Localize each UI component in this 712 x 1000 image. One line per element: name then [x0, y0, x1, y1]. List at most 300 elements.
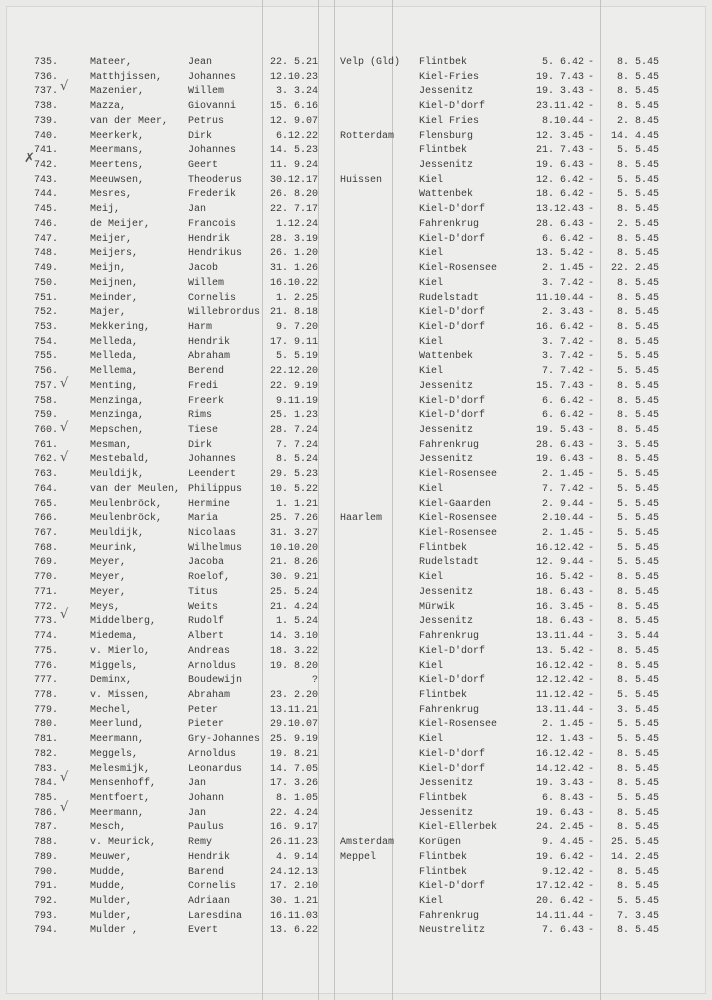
date-range-dash: -: [588, 439, 595, 451]
entry-number: 794.: [34, 925, 59, 937]
entry-number: 757.: [34, 380, 59, 392]
table-row: [0, 423, 712, 438]
date-range-dash: -: [588, 689, 595, 701]
table-row: [0, 806, 712, 821]
table-row: [0, 129, 712, 144]
table-row: [0, 379, 712, 394]
date-range-dash: -: [588, 557, 595, 569]
surname: Mulder ,: [90, 925, 139, 937]
date-to: 8. 5.45: [616, 822, 659, 834]
entry-number: 739.: [34, 115, 59, 127]
camp: Jessenitz: [419, 425, 474, 436]
entry-number: 762.: [34, 454, 59, 466]
first-name: Cornelis: [188, 292, 237, 304]
camp: Jessenitz: [419, 454, 474, 466]
entry-number: 789.: [34, 851, 59, 863]
date-from: 18. 6.43: [535, 586, 584, 598]
date-to: 14. 4.45: [610, 130, 659, 142]
date-from: 2. 1.45: [541, 719, 584, 731]
surname: Meys,: [90, 601, 121, 613]
date-from: 3. 7.42: [541, 277, 584, 289]
birth-date: 28. 3.19: [269, 233, 318, 245]
table-row: [0, 570, 712, 585]
camp: Flintbek: [419, 145, 468, 157]
table-row: [0, 835, 712, 850]
date-to: 7. 3.45: [616, 910, 659, 922]
birth-place: Meppel: [340, 851, 377, 863]
surname: Mechel,: [90, 704, 133, 716]
table-row: [0, 452, 712, 467]
date-to: 5. 5.45: [616, 734, 659, 746]
birth-date: 24.12.13: [269, 866, 318, 878]
x-mark-icon: ✗: [24, 151, 35, 166]
surname: Mateer,: [90, 57, 133, 68]
table-row: [0, 335, 712, 350]
surname: Miedema,: [90, 631, 139, 643]
entry-number: 774.: [34, 631, 59, 643]
date-from: 19. 3.43: [535, 778, 584, 790]
first-name: Dirk: [188, 130, 213, 142]
camp: Kiel-Gaarden: [419, 498, 492, 510]
birth-date: 25. 1.23: [269, 410, 318, 422]
table-row: [0, 114, 712, 129]
first-name: Arnoldus: [188, 660, 237, 672]
date-range-dash: -: [588, 881, 595, 893]
birth-place: Amsterdam: [340, 837, 395, 849]
date-range-dash: -: [588, 321, 595, 333]
first-name: Hendrikus: [188, 248, 243, 260]
first-name: Geert: [188, 160, 219, 172]
date-from: 8.10.44: [541, 115, 584, 127]
entry-number: 735.: [34, 57, 59, 68]
entry-number: 752.: [34, 307, 59, 319]
surname: v. Meurick,: [90, 837, 157, 849]
date-to: 8. 5.45: [616, 645, 659, 657]
table-row: [0, 173, 712, 188]
camp: Flensburg: [419, 130, 474, 142]
surname: Majer,: [90, 307, 127, 319]
date-range-dash: -: [588, 454, 595, 466]
date-to: 8. 5.45: [616, 380, 659, 392]
birth-date: 22. 9.19: [269, 380, 318, 392]
first-name: Paulus: [188, 822, 225, 834]
check-mark-icon: √: [60, 420, 69, 435]
date-from: 13. 5.42: [535, 248, 584, 260]
date-to: 8. 5.45: [616, 307, 659, 319]
surname: Melesmijk,: [90, 763, 151, 775]
surname: Meyer,: [90, 586, 127, 598]
date-range-dash: -: [588, 351, 595, 363]
camp: Kiel-Ellerbek: [419, 822, 498, 834]
date-from: 6. 6.42: [541, 395, 584, 407]
birth-date: 25. 9.19: [269, 734, 318, 746]
date-range-dash: -: [588, 601, 595, 613]
date-to: 5. 5.45: [616, 528, 659, 540]
entry-number: 765.: [34, 498, 59, 510]
date-from: 23.11.42: [535, 101, 584, 113]
first-name: Johann: [188, 793, 225, 804]
surname: Mellema,: [90, 366, 139, 378]
date-range-dash: -: [588, 189, 595, 201]
camp: Kiel: [419, 896, 444, 908]
birth-date: ?: [311, 675, 318, 687]
surname: Meggels,: [90, 748, 139, 760]
date-range-dash: -: [588, 115, 595, 127]
date-from: 6. 8.43: [541, 793, 584, 804]
date-from: 11.10.44: [535, 292, 584, 304]
date-from: 14.11.44: [535, 910, 584, 922]
camp: Kiel-Rosensee: [419, 719, 498, 731]
camp: Korügen: [419, 837, 462, 849]
entry-number: 745.: [34, 204, 59, 216]
date-to: 5. 5.45: [616, 145, 659, 157]
date-range-dash: -: [588, 896, 595, 908]
check-mark-icon: √: [60, 79, 69, 94]
entry-number: 779.: [34, 704, 59, 716]
camp: Flintbek: [419, 793, 468, 804]
table-row: [0, 820, 712, 835]
first-name: Philippus: [188, 483, 243, 495]
date-range-dash: -: [588, 292, 595, 304]
date-range-dash: -: [588, 748, 595, 760]
first-name: Petrus: [188, 115, 225, 127]
date-to: 22. 2.45: [610, 263, 659, 275]
surname: Meulenbröck,: [90, 498, 163, 510]
table-row: [0, 541, 712, 556]
camp: Kiel Fries: [419, 115, 480, 127]
date-to: 8. 5.45: [616, 233, 659, 245]
first-name: Theoderus: [188, 174, 243, 186]
date-range-dash: -: [588, 277, 595, 289]
first-name: Hendrik: [188, 336, 231, 348]
entry-number: 767.: [34, 528, 59, 540]
date-range-dash: -: [588, 380, 595, 392]
birth-date: 14. 5.23: [269, 145, 318, 157]
surname: Meijers,: [90, 248, 139, 260]
entry-number: 783.: [34, 763, 59, 775]
date-to: 8. 5.45: [616, 57, 659, 68]
table-row: [0, 629, 712, 644]
date-from: 9.12.42: [541, 866, 584, 878]
first-name: Fredi: [188, 380, 219, 392]
table-row: [0, 511, 712, 526]
first-name: Willebrordus: [188, 307, 261, 319]
date-to: 8. 5.45: [616, 778, 659, 790]
surname: Meuwer,: [90, 851, 133, 863]
camp: Kiel-D'dorf: [419, 763, 486, 775]
surname: Mudde,: [90, 866, 127, 878]
surname: Mazenier,: [90, 86, 145, 98]
date-to: 8. 5.45: [616, 866, 659, 878]
camp: Wattenbek: [419, 189, 474, 201]
camp: Kiel-Rosensee: [419, 528, 498, 540]
date-range-dash: -: [588, 572, 595, 584]
first-name: Peter: [188, 704, 219, 716]
entry-number: 772.: [34, 601, 59, 613]
first-name: Jan: [188, 778, 207, 790]
camp: Kiel-D'dorf: [419, 204, 486, 216]
date-from: 2. 3.43: [541, 307, 584, 319]
table-row: [0, 158, 712, 173]
date-from: 2. 1.45: [541, 528, 584, 540]
date-from: 28. 6.43: [535, 439, 584, 451]
date-from: 9. 4.45: [541, 837, 584, 849]
date-from: 3. 7.42: [541, 351, 584, 363]
entry-number: 760.: [34, 425, 59, 436]
birth-date: 9. 7.20: [275, 321, 318, 333]
camp: Kiel-D'dorf: [419, 675, 486, 687]
birth-date: 30.12.17: [269, 174, 318, 186]
first-name: Boudewijn: [188, 675, 243, 687]
surname: Mestebald,: [90, 454, 151, 466]
date-range-dash: -: [588, 483, 595, 495]
table-row: [0, 659, 712, 674]
entry-number: 743.: [34, 174, 59, 186]
surname: Meuldijk,: [90, 469, 145, 481]
date-from: 21. 7.43: [535, 145, 584, 157]
surname: Meinder,: [90, 292, 139, 304]
camp: Mürwik: [419, 601, 456, 613]
date-to: 5. 5.45: [616, 483, 659, 495]
date-from: 3. 7.42: [541, 336, 584, 348]
first-name: Roelof,: [188, 572, 231, 584]
date-to: 8. 5.45: [616, 71, 659, 83]
birth-date: 14. 3.10: [269, 631, 318, 643]
table-row: [0, 467, 712, 482]
date-range-dash: -: [588, 395, 595, 407]
camp: Kiel-D'dorf: [419, 410, 486, 422]
camp: Flintbek: [419, 866, 468, 878]
birth-date: 14. 7.05: [269, 763, 318, 775]
date-to: 2. 5.45: [616, 218, 659, 230]
date-to: 5. 5.45: [616, 513, 659, 525]
date-range-dash: -: [588, 263, 595, 275]
first-name: Leendert: [188, 469, 237, 481]
date-range-dash: -: [588, 763, 595, 775]
date-range-dash: -: [588, 101, 595, 113]
camp: Kiel-D'dorf: [419, 748, 486, 760]
table-row: [0, 865, 712, 880]
table-row: [0, 320, 712, 335]
date-to: 8. 5.45: [616, 572, 659, 584]
first-name: Johannes: [188, 454, 237, 466]
camp: Jessenitz: [419, 86, 474, 98]
camp: Jessenitz: [419, 586, 474, 598]
date-range-dash: -: [588, 822, 595, 834]
date-from: 19. 6.43: [535, 454, 584, 466]
camp: Kiel: [419, 734, 444, 746]
surname: Mesman,: [90, 439, 133, 451]
camp: Jessenitz: [419, 616, 474, 628]
birth-date: 1. 1.21: [275, 498, 318, 510]
table-row: [0, 349, 712, 364]
table-row: [0, 202, 712, 217]
entry-number: 784.: [34, 778, 59, 790]
table-row: [0, 482, 712, 497]
surname: v. Missen,: [90, 689, 151, 701]
table-row: [0, 70, 712, 85]
birth-date: 26. 8.20: [269, 189, 318, 201]
table-row: [0, 688, 712, 703]
first-name: Harm: [188, 321, 213, 333]
check-mark-icon: √: [60, 770, 69, 785]
first-name: Laresdina: [188, 910, 243, 922]
birth-date: 30. 1.21: [269, 896, 318, 908]
entry-number: 790.: [34, 866, 59, 878]
first-name: Tiese: [188, 425, 219, 436]
surname: Menzinga,: [90, 395, 145, 407]
table-row: [0, 187, 712, 202]
date-to: 8. 5.45: [616, 675, 659, 687]
first-name: Pieter: [188, 719, 225, 731]
table-row: [0, 673, 712, 688]
table-row: [0, 776, 712, 791]
date-to: 8. 5.45: [616, 292, 659, 304]
birth-date: 3. 3.24: [275, 86, 318, 98]
entry-number: 787.: [34, 822, 59, 834]
first-name: Titus: [188, 586, 219, 598]
date-to: 8. 5.45: [616, 204, 659, 216]
date-to: 5. 5.45: [616, 189, 659, 201]
camp: Kiel-Rosensee: [419, 263, 498, 275]
birth-date: 19. 8.21: [269, 748, 318, 760]
birth-date: 25. 7.26: [269, 513, 318, 525]
date-from: 19. 5.43: [535, 425, 584, 436]
first-name: Willem: [188, 86, 225, 98]
date-from: 28. 6.43: [535, 218, 584, 230]
date-from: 13. 5.42: [535, 645, 584, 657]
surname: Meyer,: [90, 572, 127, 584]
date-range-dash: -: [588, 793, 595, 804]
surname: Mekkering,: [90, 321, 151, 333]
first-name: Rudolf: [188, 616, 225, 628]
entry-number: 747.: [34, 233, 59, 245]
first-name: Jan: [188, 807, 207, 819]
birth-date: 4. 9.14: [275, 851, 318, 863]
first-name: Abraham: [188, 351, 231, 363]
date-range-dash: -: [588, 910, 595, 922]
table-row: [0, 644, 712, 659]
birth-place: Velp (Gld): [340, 57, 401, 68]
entry-number: 775.: [34, 645, 59, 657]
birth-date: 21. 4.24: [269, 601, 318, 613]
first-name: Johannes: [188, 145, 237, 157]
date-range-dash: -: [588, 616, 595, 628]
camp: Fahrenkrug: [419, 439, 480, 451]
date-to: 8. 5.45: [616, 807, 659, 819]
camp: Flintbek: [419, 851, 468, 863]
table-row: [0, 923, 712, 938]
surname: Mepschen,: [90, 425, 145, 436]
date-from: 5. 6.42: [541, 57, 584, 68]
date-range-dash: -: [588, 248, 595, 260]
birth-date: 17. 3.26: [269, 778, 318, 790]
surname: Menzinga,: [90, 410, 145, 422]
date-to: 5. 5.45: [616, 469, 659, 481]
first-name: Rims: [188, 410, 213, 422]
date-range-dash: -: [588, 719, 595, 731]
surname: Mesch,: [90, 822, 127, 834]
first-name: Weits: [188, 601, 219, 613]
first-name: Wilhelmus: [188, 542, 243, 554]
birth-date: 11. 9.24: [269, 160, 318, 172]
date-from: 7. 7.42: [541, 483, 584, 495]
camp: Flintbek: [419, 689, 468, 701]
birth-date: 10.10.20: [269, 542, 318, 554]
surname: Meij,: [90, 204, 121, 216]
date-range-dash: -: [588, 410, 595, 422]
table-row: [0, 143, 712, 158]
check-mark-icon: √: [60, 450, 69, 465]
date-to: 8. 5.45: [616, 454, 659, 466]
camp: Kiel: [419, 660, 444, 672]
date-to: 8. 5.45: [616, 601, 659, 613]
entry-number: 792.: [34, 896, 59, 908]
date-range-dash: -: [588, 498, 595, 510]
entry-number: 738.: [34, 101, 59, 113]
entry-number: 750.: [34, 277, 59, 289]
date-range-dash: -: [588, 130, 595, 142]
entry-number: 737.: [34, 86, 59, 98]
birth-date: 22.12.20: [269, 366, 318, 378]
camp: Fahrenkrug: [419, 218, 480, 230]
camp: Fahrenkrug: [419, 910, 480, 922]
surname: de Meijer,: [90, 218, 151, 230]
surname: Meulenbröck,: [90, 513, 163, 525]
surname: Meeuwsen,: [90, 174, 145, 186]
surname: Meerkerk,: [90, 130, 145, 142]
table-row: [0, 305, 712, 320]
entry-number: 780.: [34, 719, 59, 731]
date-range-dash: -: [588, 513, 595, 525]
first-name: Cornelis: [188, 881, 237, 893]
camp: Kiel-D'dorf: [419, 307, 486, 319]
date-from: 2. 1.45: [541, 469, 584, 481]
date-range-dash: -: [588, 631, 595, 643]
first-name: Evert: [188, 925, 219, 937]
table-row: [0, 732, 712, 747]
date-to: 5. 5.45: [616, 896, 659, 908]
date-from: 13.11.44: [535, 704, 584, 716]
date-from: 19. 3.43: [535, 86, 584, 98]
date-to: 5. 5.45: [616, 689, 659, 701]
date-from: 12. 1.43: [535, 734, 584, 746]
surname: Middelberg,: [90, 616, 157, 628]
camp: Neustrelitz: [419, 925, 486, 937]
camp: Rudelstadt: [419, 557, 480, 569]
camp: Kiel: [419, 366, 444, 378]
date-to: 8. 5.45: [616, 395, 659, 407]
date-from: 13.12.43: [535, 204, 584, 216]
surname: van der Meer,: [90, 115, 169, 127]
camp: Kiel-D'dorf: [419, 645, 486, 657]
entry-number: 778.: [34, 689, 59, 701]
birth-date: 19. 8.20: [269, 660, 318, 672]
table-row: [0, 909, 712, 924]
entry-number: 788.: [34, 837, 59, 849]
date-range-dash: -: [588, 704, 595, 716]
birth-date: 1. 5.24: [275, 616, 318, 628]
date-to: 5. 5.45: [616, 351, 659, 363]
table-row: [0, 614, 712, 629]
entry-number: 771.: [34, 586, 59, 598]
camp: Kiel: [419, 336, 444, 348]
surname: Mudde,: [90, 881, 127, 893]
birth-date: 8. 1.05: [275, 793, 318, 804]
date-range-dash: -: [588, 86, 595, 98]
birth-date: 29. 5.23: [269, 469, 318, 481]
camp: Kiel-D'dorf: [419, 881, 486, 893]
